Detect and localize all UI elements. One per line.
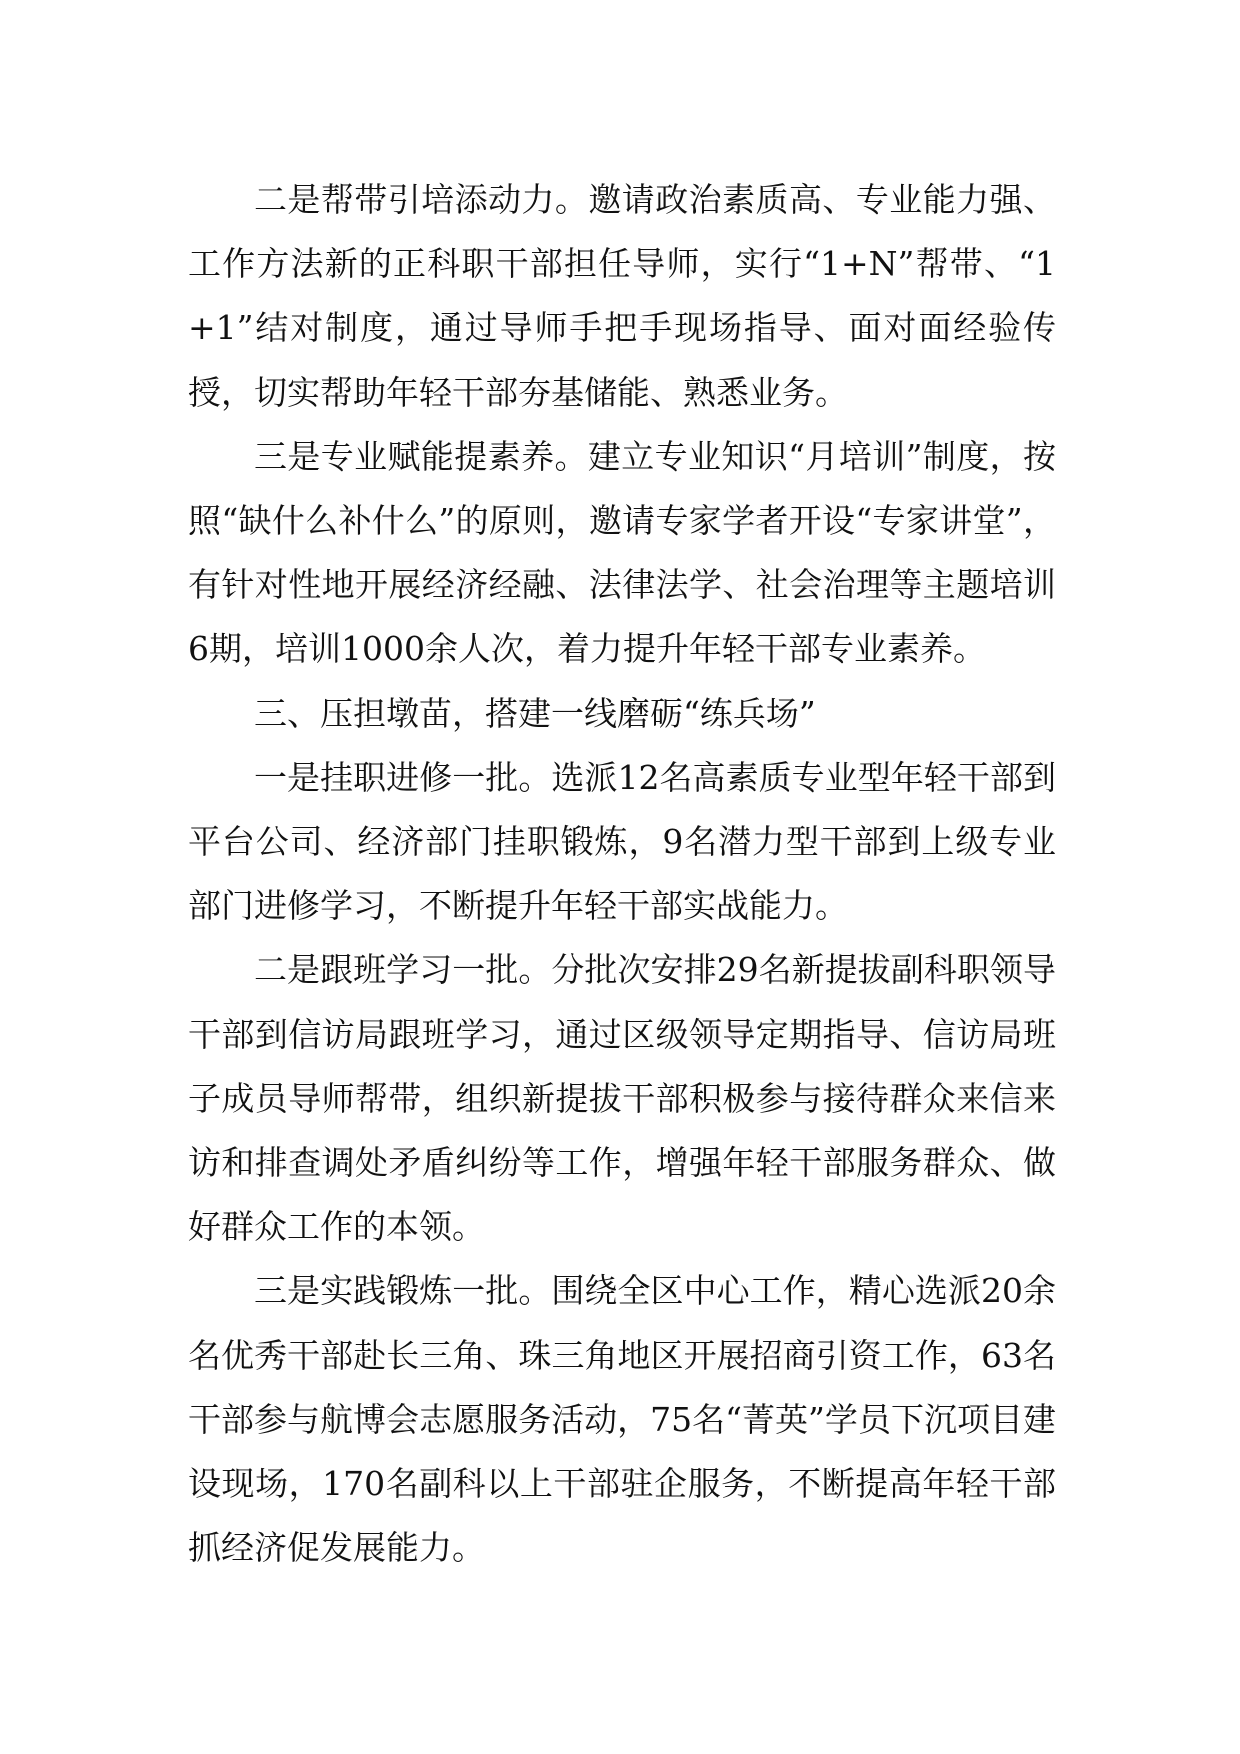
paragraph-professional-training: 三是专业赋能提素养。建立专业知识“月培训”制度，按照“缺什么补什么”的原则，邀请专家学者开设“专家讲堂”，有针对性地开展经济经融、法律法学、社会治理等主题培训6期，培训1000余人次，着力提升年轻干部专业素养。 xyxy=(188,436,1056,669)
document-body xyxy=(188,168,1056,1580)
paragraph-shadow-learning: 二是跟班学习一批。分批次安排29名新提拔副科职领导干部到信访局跟班学习，通过区级领导定期指导、信访局班子成员导师帮带，组织新提拔干部积极参与接待群众来信来访和排查调处矛盾纠纷等工作，增强年轻干部服务群众、做好群众工作的本领。 xyxy=(188,950,1056,1247)
paragraph-secondment: 一是挂职进修一批。选派12名高素质专业型年轻干部到平台公司、经济部门挂职锻炼，9名潜力型干部到上级专业部门进修学习，不断提升年轻干部实战能力。 xyxy=(188,757,1056,926)
paragraph-field-practice: 三是实践锻炼一批。围绕全区中心工作，精心选派20余名优秀干部赴长三角、珠三角地区开展招商引资工作，63名干部参与航博会志愿服务活动，75名“菁英”学员下沉项目建设现场，170名副科以上干部驻企服务，不断提高年轻干部抓经济促发展能力。 xyxy=(188,1271,1056,1568)
paragraph-mentoring: 二是帮带引培添动力。邀请政治素质高、专业能力强、工作方法新的正科职干部担任导师，实行“1+N”帮带、“1+1”结对制度，通过导师手把手现场指导、面对面经验传授，切实帮助年轻干部夯基储能、熟悉业务。 xyxy=(188,180,1056,412)
section-heading-practice: 三、压担墩苗，搭建一线磨砺“练兵场” xyxy=(254,693,816,733)
